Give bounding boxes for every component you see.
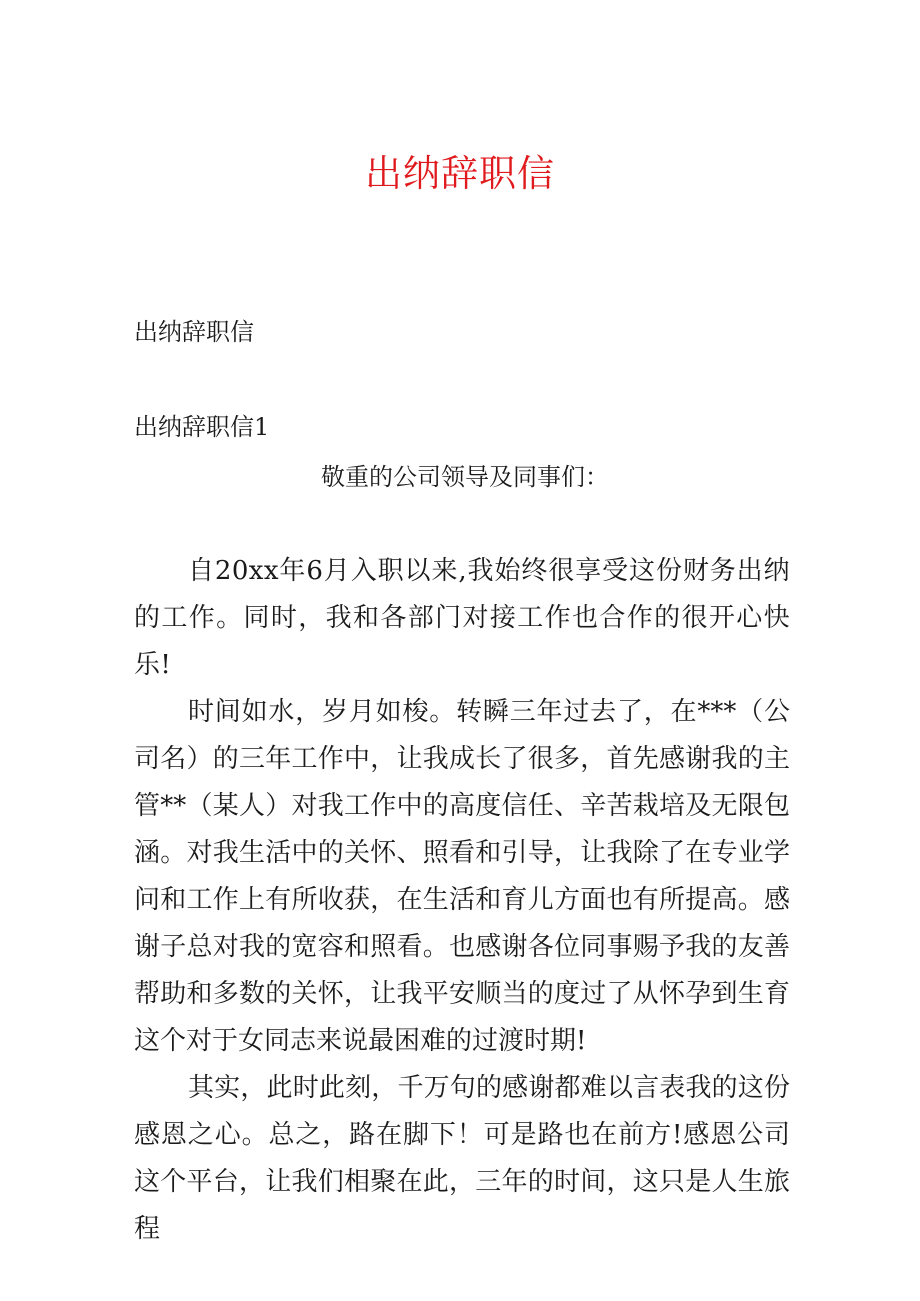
page-title: 出纳辞职信 [365,152,555,195]
document-subheading: 出纳辞职信1 [134,413,270,441]
paragraph: 时间如水，岁月如梭。转瞬三年过去了，在***（公司名）的三年工作中，让我成长了很多，首先感谢我的主管**（某人）对我工作中的高度信任、辛苦栽培及无限包涵。对我生活中的关怀、照看和引导，让我除了在专业学问和工作上有所收获，在生活和育儿方面也有所提高。感谢子总对我的宽容和照看。也感谢各位同事赐予我的友善帮助和多数的关怀，让我平安顺当的度过了从怀孕到生育这个对于女同志来说最困难的过渡时期! [134,697,790,1056]
paragraph: 其实，此时此刻，千万句的感谢都难以言表我的这份感恩之心。总之，路在脚下！可是路也在前方!感恩公司这个平台，让我们相聚在此，三年的时间，这只是人生旅程 [134,1073,790,1244]
letter-body [134,548,790,1253]
salutation: 敬重的公司领导及同事们： [321,463,609,491]
paragraph: 自20xx年6月入职以来,我始终很享受这份财务出纳的工作。同时，我和各部门对接工作也合作的很开心快乐! [134,556,790,680]
document-heading: 出纳辞职信 [134,318,254,346]
